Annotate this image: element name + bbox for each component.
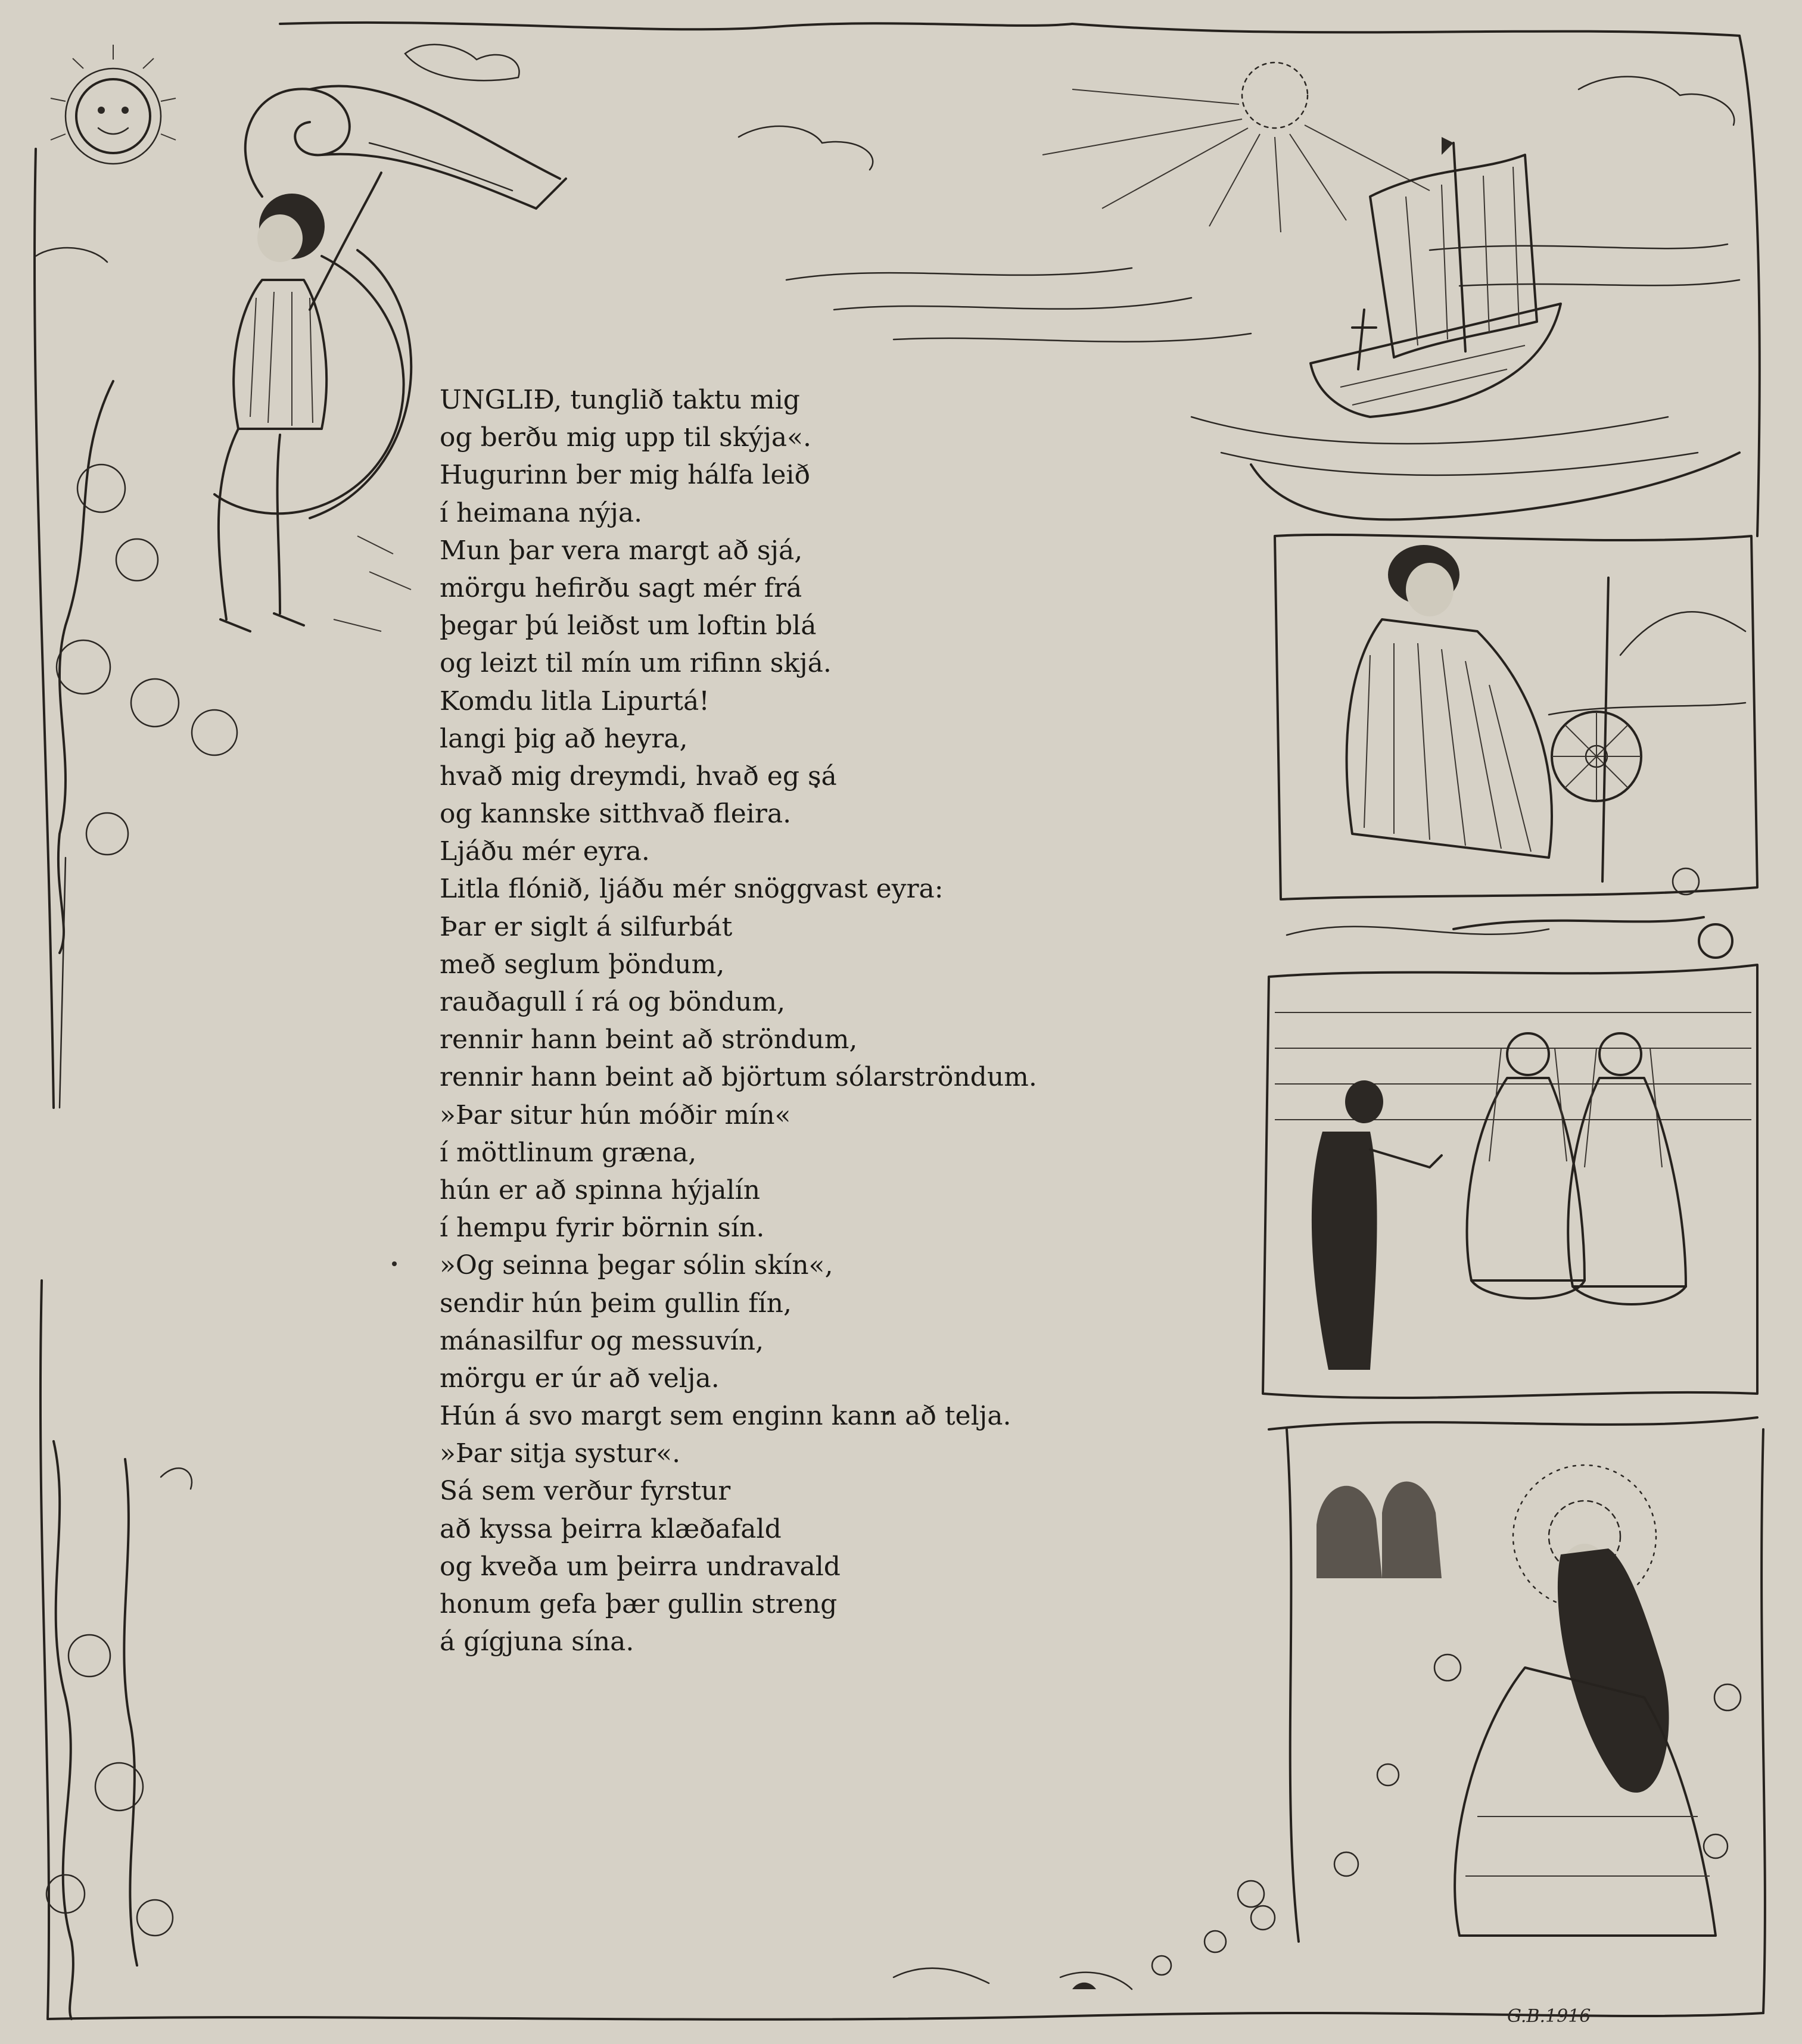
bottom-flora-ornament	[894, 1906, 1275, 1989]
poem-line: Sá sem verður fyrstur	[440, 1476, 731, 1507]
poem-line: Hún á svo margt sem enginn kann að telja.	[440, 1401, 1012, 1432]
poem-line: rennir hann beint að björtum sólarströndum.	[440, 1062, 1037, 1093]
poem-line: mörgu er úr að velja.	[440, 1363, 720, 1394]
poem-line: mánasilfur og messuvín,	[440, 1325, 764, 1356]
poem-line: og kannske sitthvað fleira.	[440, 799, 792, 830]
scroll-banner-ornament	[245, 86, 566, 208]
poem-line: á gígjuna sína.	[440, 1627, 634, 1657]
poem-line: Mun þar vera margt að sjá,	[440, 535, 803, 566]
poem-line: með seglum þöndum,	[440, 949, 725, 980]
poem-line: rauðagull í rá og böndum,	[440, 987, 786, 1017]
poem-line: rennir hann beint að ströndum,	[440, 1024, 858, 1055]
sun-face-icon	[51, 45, 176, 164]
artist-signature: G.B.1916	[1507, 2006, 1591, 2027]
poem-line: hvað mig dreymdi, hvað eg sá	[440, 761, 837, 792]
poem-line: Litla flónið, ljáðu mér snöggvast eyra:	[440, 874, 944, 905]
poem-line: langi þig að heyra,	[440, 723, 688, 754]
sisters-panel	[1263, 917, 1757, 1398]
poem-line: Komdu litla Lipurtá!	[440, 686, 709, 716]
poem-text	[440, 381, 1214, 1660]
poem-line: »Og seinna þegar sólin skín«,	[440, 1250, 833, 1281]
poem-line: honum gefa þær gullin streng	[440, 1589, 838, 1619]
poem-line: í hempu fyrir börnin sín.	[440, 1213, 765, 1244]
praying-figures-vignette	[1317, 1482, 1442, 1579]
poem-line: Þar er siglt á silfurbát	[440, 911, 733, 942]
poem-line: að kyssa þeirra klæðafald	[440, 1513, 782, 1544]
poem-line: í heimana nýja.	[440, 497, 643, 528]
poem-line: og kveða um þeirra undravald	[440, 1551, 841, 1582]
poem-line: sendir hún þeim gullin fín,	[440, 1288, 792, 1319]
poem-line: mörgu hefirðu sagt mér frá	[440, 572, 802, 603]
poem-line: »Þar sitja systur«.	[440, 1438, 681, 1469]
poem-line: »Þar situr hún móðir mín«	[440, 1099, 791, 1130]
poem-line: og berðu mig upp til skýja«.	[440, 422, 811, 453]
poem-line: hún er að spinna hýjalín	[440, 1174, 761, 1205]
boy-on-moon-illustration	[214, 173, 411, 631]
poem-line: og leizt til mín um rifinn skjá.	[440, 648, 832, 679]
haloed-girl-panel	[1238, 1417, 1757, 1942]
poem-line: þegar þú leiðst um loftin blá	[440, 610, 817, 641]
poem-line: Hugurinn ber mig hálfa leið	[440, 460, 810, 491]
floral-vine-left-bottom	[46, 1441, 192, 2019]
poem-line: í möttlinum græna,	[440, 1137, 697, 1168]
poem-line: UNGLIÐ, tunglið taktu mig	[440, 385, 800, 415]
spinning-wheel-panel	[1275, 535, 1757, 899]
poem-line: Ljáðu mér eyra.	[440, 836, 650, 867]
